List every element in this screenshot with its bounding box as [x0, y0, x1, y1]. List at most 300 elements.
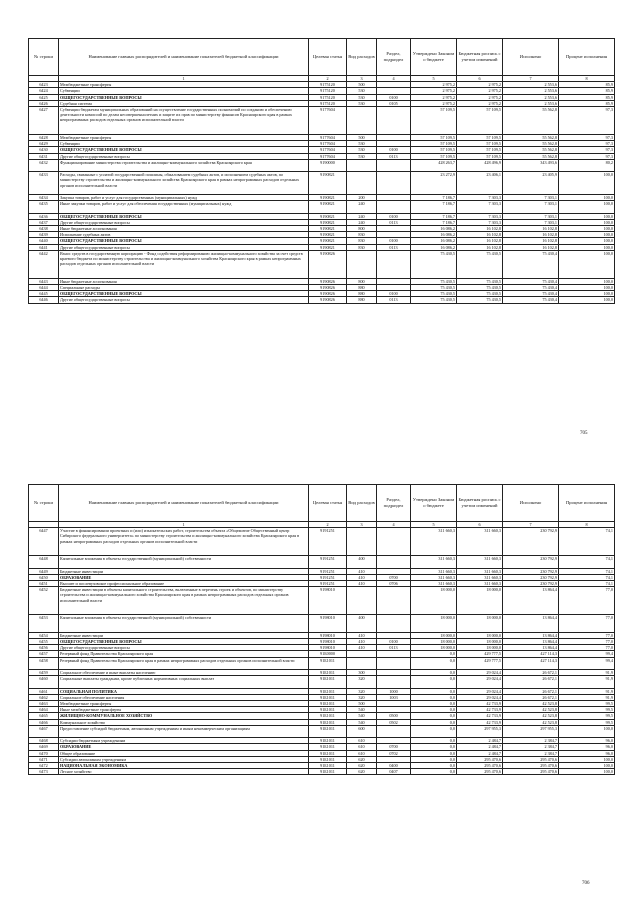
target-article: 9190000	[309, 159, 347, 171]
row-number: 6471	[29, 756, 59, 762]
execution-percent: 97,3	[559, 135, 615, 141]
execution-percent: 97,3	[559, 141, 615, 147]
executed-amount: 16 102,8	[503, 232, 559, 238]
target-article: 91Б1011	[309, 738, 347, 744]
target-article: 91Б1011	[309, 688, 347, 694]
execution-percent: 99,5	[559, 707, 615, 713]
budget-schedule-amount: 311 660,3	[457, 568, 503, 574]
approved-amount: 0,0	[411, 701, 457, 707]
approved-amount: 0,0	[411, 756, 457, 762]
approved-amount: 16 086,2	[411, 238, 457, 244]
executed-amount: 26 672,1	[503, 676, 559, 688]
execution-percent: 85,9	[559, 82, 615, 88]
section-code: 0500	[377, 713, 411, 719]
expense-type: 530	[347, 100, 377, 106]
section-code: 0100	[377, 291, 411, 297]
item-name: Межбюджетные трансферты	[59, 135, 309, 141]
executed-amount: 55 562,8	[503, 141, 559, 147]
approved-amount: 75 430,5	[411, 285, 457, 291]
col-header-section: Раздел, подраздел	[377, 485, 411, 522]
expense-type: 410	[347, 645, 377, 651]
budget-schedule-amount: 16 102,8	[457, 226, 503, 232]
item-name: Резервный фонд Правительства Красноярского края	[59, 651, 309, 657]
section-code: 0100	[377, 213, 411, 219]
target-article: 9190821	[309, 232, 347, 238]
row-number: 6457	[29, 651, 59, 657]
column-index: 8	[559, 76, 615, 82]
budget-schedule-amount: 2 975,2	[457, 82, 503, 88]
approved-amount: 57 109,5	[411, 141, 457, 147]
target-article: 9191251	[309, 574, 347, 580]
approved-amount: 75 430,5	[411, 250, 457, 278]
target-article: 9175120	[309, 88, 347, 94]
row-number: 6433	[29, 172, 59, 195]
expense-type: 610	[347, 750, 377, 756]
item-name: Межбюджетные трансферты	[59, 82, 309, 88]
item-name: Функционирование министерства строительства и жилищно-коммунального хозяйства Красноярского края	[59, 159, 309, 171]
execution-percent: 100,0	[559, 213, 615, 219]
executed-amount: 55 562,8	[503, 107, 559, 135]
executed-amount: 55 562,8	[503, 147, 559, 153]
table-row	[29, 107, 615, 135]
execution-percent: 99,5	[559, 701, 615, 707]
budget-schedule-amount: 57 109,5	[457, 135, 503, 141]
target-article: 91Б1011	[309, 763, 347, 769]
approved-amount: 0,0	[411, 713, 457, 719]
expense-type: 410	[347, 639, 377, 645]
approved-amount: 7 186,7	[411, 213, 457, 219]
execution-percent: 85,9	[559, 100, 615, 106]
expense-type: 530	[347, 94, 377, 100]
budget-schedule-amount: 42 733,9	[457, 713, 503, 719]
target-article: 9190821	[309, 213, 347, 219]
row-number: 6464	[29, 707, 59, 713]
expense-type: 410	[347, 568, 377, 574]
col-header-target-article: Целевая статья	[309, 39, 347, 76]
item-name: Иные бюджетные ассигнования	[59, 226, 309, 232]
item-name: Общее образование	[59, 750, 309, 756]
table-body	[29, 528, 615, 775]
executed-amount: 427 114,3	[503, 657, 559, 669]
target-article: 91Б0000	[309, 651, 347, 657]
item-name: Субвенции	[59, 141, 309, 147]
target-article: 9190826	[309, 291, 347, 297]
approved-amount: 311 660,3	[411, 574, 457, 580]
executed-amount: 230 792,9	[503, 556, 559, 568]
executed-amount: 2 553,6	[503, 88, 559, 94]
expense-type: 320	[347, 676, 377, 688]
executed-amount: 42 523,8	[503, 713, 559, 719]
row-number: 6442	[29, 250, 59, 278]
expense-type: 610	[347, 738, 377, 744]
budget-schedule-amount: 311 660,3	[457, 528, 503, 556]
section-code: 0100	[377, 238, 411, 244]
target-article: 91Б1011	[309, 707, 347, 713]
col-header-approved: Утверждено Законом о бюджете	[411, 39, 457, 76]
target-article: 91Б1011	[309, 719, 347, 725]
expense-type: 530	[347, 88, 377, 94]
execution-percent: 96,0	[559, 744, 615, 750]
execution-percent: 99,4	[559, 651, 615, 657]
approved-amount: 2 975,2	[411, 88, 457, 94]
execution-percent: 100,0	[559, 285, 615, 291]
expense-type: 620	[347, 756, 377, 762]
row-number: 6469	[29, 744, 59, 750]
executed-amount: 295 470,6	[503, 769, 559, 775]
execution-percent: 100,0	[559, 219, 615, 225]
row-number: 6428	[29, 135, 59, 141]
expense-type: 410	[347, 632, 377, 638]
executed-amount: 75 430,4	[503, 291, 559, 297]
approved-amount: 0,0	[411, 744, 457, 750]
row-number: 6446	[29, 297, 59, 303]
item-name: Иные бюджетные ассигнования	[59, 278, 309, 284]
col-header-percent: Процент исполнения	[559, 39, 615, 76]
table-header	[29, 39, 615, 76]
section-code	[377, 250, 411, 278]
target-article: 9191251	[309, 528, 347, 556]
execution-percent: 100,0	[559, 763, 615, 769]
execution-percent: 100,0	[559, 725, 615, 737]
table-row	[29, 159, 615, 171]
row-number: 6470	[29, 750, 59, 756]
approved-amount: 16 086,2	[411, 232, 457, 238]
section-code: 0113	[377, 297, 411, 303]
expense-type: 410	[347, 581, 377, 587]
approved-amount: 57 109,5	[411, 135, 457, 141]
budget-schedule-amount: 18 000,0	[457, 645, 503, 651]
execution-percent: 100,0	[559, 756, 615, 762]
executed-amount: 42 523,8	[503, 707, 559, 713]
row-number: 6472	[29, 763, 59, 769]
budget-schedule-amount: 29 024,4	[457, 688, 503, 694]
target-article: 91Б1011	[309, 725, 347, 737]
executed-amount: 42 523,8	[503, 701, 559, 707]
executed-amount: 2 553,6	[503, 94, 559, 100]
execution-percent: 97,3	[559, 153, 615, 159]
expense-type: 500	[347, 701, 377, 707]
approved-amount: 16 086,2	[411, 244, 457, 250]
budget-schedule-amount: 75 430,5	[457, 250, 503, 278]
executed-amount: 230 792,9	[503, 528, 559, 556]
execution-percent: 91,9	[559, 688, 615, 694]
row-number: 6452	[29, 587, 59, 615]
row-number: 6467	[29, 725, 59, 737]
item-name: Другие общегосударственные вопросы	[59, 153, 309, 159]
executed-amount: 75 430,4	[503, 278, 559, 284]
executed-amount: 7 303,1	[503, 201, 559, 213]
budget-schedule-amount: 16 102,8	[457, 244, 503, 250]
expense-type: 610	[347, 744, 377, 750]
budget-schedule-amount: 18 000,0	[457, 587, 503, 615]
executed-amount: 295 470,6	[503, 763, 559, 769]
col-header-executed: Исполнено	[503, 485, 559, 522]
col-header-executed: Исполнено	[503, 39, 559, 76]
table-row	[29, 769, 615, 775]
executed-amount: 26 672,1	[503, 670, 559, 676]
row-number: 6429	[29, 141, 59, 147]
execution-percent: 100,0	[559, 232, 615, 238]
target-article: 9175120	[309, 94, 347, 100]
budget-schedule-amount: 2 975,2	[457, 88, 503, 94]
executed-amount: 2 553,6	[503, 82, 559, 88]
section-code: 0407	[377, 769, 411, 775]
table-row	[29, 587, 615, 615]
item-name: Бюджетные инвестиции в объекты капитального строительства, включенные в перечень строек и объектов, по министерству строительства и жилищно-коммунального хозяйства Красноярского края в рамках непрограммных расходов отдельных органов исполнительной власти	[59, 587, 309, 615]
target-article: 91Б1011	[309, 676, 347, 688]
budget-schedule-amount: 295 470,6	[457, 763, 503, 769]
approved-amount: 2 975,2	[411, 100, 457, 106]
table-row	[29, 676, 615, 688]
section-code: 0100	[377, 94, 411, 100]
budget-schedule-amount: 23 406,1	[457, 172, 503, 195]
section-code: 1000	[377, 688, 411, 694]
approved-amount: 18 000,0	[411, 615, 457, 633]
section-code	[377, 172, 411, 195]
budget-schedule-amount: 311 660,3	[457, 581, 503, 587]
budget-schedule-amount: 42 733,9	[457, 701, 503, 707]
item-name: Социальное обеспечение населения	[59, 694, 309, 700]
item-name: Другие общегосударственные вопросы	[59, 297, 309, 303]
section-code: 0113	[377, 153, 411, 159]
budget-schedule-amount: 42 733,9	[457, 707, 503, 713]
item-name: СОЦИАЛЬНАЯ ПОЛИТИКА	[59, 688, 309, 694]
row-number: 6460	[29, 676, 59, 688]
approved-amount: 16 086,2	[411, 226, 457, 232]
col-header-section: Раздел, подраздел	[377, 39, 411, 76]
section-code: 0700	[377, 744, 411, 750]
approved-amount: 0,0	[411, 657, 457, 669]
executed-amount: 230 792,9	[503, 568, 559, 574]
column-index: 4	[377, 522, 411, 528]
section-code	[377, 528, 411, 556]
item-name: ОБРАЗОВАНИЕ	[59, 574, 309, 580]
execution-percent: 77,0	[559, 645, 615, 651]
budget-schedule-amount: 29 024,4	[457, 670, 503, 676]
row-number: 6449	[29, 568, 59, 574]
target-article: 91Б1011	[309, 756, 347, 762]
target-article: 9198010	[309, 645, 347, 651]
section-code: 0113	[377, 645, 411, 651]
col-header-expense-type: Вид расходов	[347, 39, 377, 76]
table-header	[29, 485, 615, 522]
row-number: 6456	[29, 645, 59, 651]
budget-schedule-amount: 75 430,5	[457, 285, 503, 291]
col-header-approved: Утверждено Законом о бюджете	[411, 485, 457, 522]
item-name: Участие в финансировании проектных и (или) изыскательских работ, строительства объекта «Общежитие Общественный центр Сибирского федерального университета» по министерству строительства и жилищно-коммунального хозяйства Красноярского края в рамках непрограммных расходов отдельных органов исполнительной власти	[59, 528, 309, 556]
row-number: 6463	[29, 701, 59, 707]
expense-type: 620	[347, 769, 377, 775]
target-article: 9190826	[309, 278, 347, 284]
expense-type: 540	[347, 719, 377, 725]
section-code	[377, 107, 411, 135]
row-number: 6439	[29, 232, 59, 238]
column-index: 8	[559, 522, 615, 528]
budget-schedule-amount: 18 000,0	[457, 615, 503, 633]
section-code	[377, 587, 411, 615]
executed-amount: 55 562,8	[503, 135, 559, 141]
target-article: 9190821	[309, 244, 347, 250]
executed-amount: 16 102,8	[503, 244, 559, 250]
executed-amount: 2 553,6	[503, 100, 559, 106]
approved-amount: 2 975,2	[411, 82, 457, 88]
executed-amount: 23 405,9	[503, 172, 559, 195]
budget-schedule-amount: 57 109,5	[457, 147, 503, 153]
item-name: Судебная система	[59, 100, 309, 106]
approved-amount: 2 975,2	[411, 94, 457, 100]
approved-amount: 18 000,0	[411, 645, 457, 651]
target-article: 9190821	[309, 219, 347, 225]
budget-schedule-amount: 75 430,5	[457, 297, 503, 303]
row-number: 6448	[29, 556, 59, 568]
item-name: Расходы, связанные с уплатой государственной пошлины, обжалованием судебных актов, и исполнением судебных актов, по министерству строительства и жилищно-коммунального хозяйства Красноярского края в рамках непрограммных расходов отдельных органов исполнительной власти	[59, 172, 309, 195]
execution-percent: 100,0	[559, 244, 615, 250]
section-code: 0700	[377, 574, 411, 580]
table-row	[29, 528, 615, 556]
target-article: 9177604	[309, 153, 347, 159]
executed-amount: 13 864,4	[503, 639, 559, 645]
section-code	[377, 201, 411, 213]
target-article: 9175120	[309, 100, 347, 106]
item-name: ОБЩЕГОСУДАРСТВЕННЫЕ ВОПРОСЫ	[59, 94, 309, 100]
table-row	[29, 201, 615, 213]
item-name: ОБЩЕГОСУДАРСТВЕННЫЕ ВОПРОСЫ	[59, 291, 309, 297]
item-name: Предоставление субсидий бюджетным, автономным учреждениям и иным некоммерческим организациям	[59, 725, 309, 737]
expense-type: 800	[347, 278, 377, 284]
column-index: 3	[347, 76, 377, 82]
table-row	[29, 172, 615, 195]
expense-type: 830	[347, 244, 377, 250]
column-index: 6	[457, 76, 503, 82]
executed-amount: 297 955,3	[503, 725, 559, 737]
row-number: 6459	[29, 670, 59, 676]
approved-amount: 75 430,5	[411, 291, 457, 297]
budget-schedule-amount: 7 303,3	[457, 201, 503, 213]
item-name: Другие общегосударственные вопросы	[59, 645, 309, 651]
approved-amount: 18 000,0	[411, 587, 457, 615]
expense-type: 410	[347, 574, 377, 580]
target-article: 9190826	[309, 250, 347, 278]
target-article: 9177604	[309, 135, 347, 141]
item-name: Иные закупки товаров, работ и услуг для обеспечения государственных (муниципальных) нужд	[59, 201, 309, 213]
section-code: 0113	[377, 219, 411, 225]
item-name: Капитальные вложения в объекты государственной (муниципальной) собственности	[59, 615, 309, 633]
executed-amount: 230 792,9	[503, 581, 559, 587]
item-name: Межбюджетные трансферты	[59, 701, 309, 707]
executed-amount: 75 430,4	[503, 285, 559, 291]
expense-type: 600	[347, 725, 377, 737]
budget-schedule-amount: 2 975,2	[457, 100, 503, 106]
approved-amount: 0,0	[411, 725, 457, 737]
row-number: 6432	[29, 159, 59, 171]
target-article: 9177604	[309, 141, 347, 147]
item-name: Лесное хозяйство	[59, 769, 309, 775]
expense-type: 880	[347, 285, 377, 291]
budget-schedule-amount: 29 024,4	[457, 694, 503, 700]
target-article: 9198010	[309, 615, 347, 633]
table-row	[29, 725, 615, 737]
col-header-row-number: № строки	[29, 485, 59, 522]
target-article: 9190821	[309, 201, 347, 213]
row-number: 6473	[29, 769, 59, 775]
item-name: Коммунальное хозяйство	[59, 719, 309, 725]
row-number: 6461	[29, 688, 59, 694]
approved-amount: 0,0	[411, 769, 457, 775]
item-name: Субсидии бюджетным учреждениям	[59, 738, 309, 744]
budget-schedule-amount: 428 496,9	[457, 159, 503, 171]
executed-amount: 13 864,4	[503, 645, 559, 651]
execution-percent: 74,1	[559, 556, 615, 568]
executed-amount: 7 303,1	[503, 219, 559, 225]
target-article: 91Б1011	[309, 750, 347, 756]
target-article: 9190826	[309, 285, 347, 291]
expense-type: 400	[347, 556, 377, 568]
row-number: 6453	[29, 615, 59, 633]
expense-type	[347, 172, 377, 195]
executed-amount: 75 430,4	[503, 250, 559, 278]
execution-percent: 97,3	[559, 107, 615, 135]
item-name: ОБЩЕГОСУДАРСТВЕННЫЕ ВОПРОСЫ	[59, 238, 309, 244]
column-index: 2	[309, 522, 347, 528]
approved-amount: 75 430,5	[411, 297, 457, 303]
execution-percent: 99,4	[559, 657, 615, 669]
column-index: 5	[411, 76, 457, 82]
table-row	[29, 556, 615, 568]
execution-percent: 96,0	[559, 738, 615, 744]
budget-schedule-amount: 311 660,3	[457, 556, 503, 568]
approved-amount: 0,0	[411, 707, 457, 713]
approved-amount: 0,0	[411, 750, 457, 756]
approved-amount: 0,0	[411, 670, 457, 676]
execution-percent: 96,0	[559, 750, 615, 756]
budget-schedule-amount: 2 484,7	[457, 750, 503, 756]
target-article: 91Б1011	[309, 713, 347, 719]
item-name: ОБРАЗОВАНИЕ	[59, 744, 309, 750]
budget-schedule-amount: 7 303,3	[457, 219, 503, 225]
section-code	[377, 159, 411, 171]
item-name: Субвенции бюджетам муниципальных образований на осуществление государственных полномочий по созданию и обеспечению деятельности комиссий по делам несовершеннолетних и защите их прав по министерству финансов Красноярского края в рамках непрограммных расходов отдельных органов исполнительной власти	[59, 107, 309, 135]
item-name: ОБЩЕГОСУДАРСТВЕННЫЕ ВОПРОСЫ	[59, 213, 309, 219]
target-article: 9198010	[309, 587, 347, 615]
item-name: ОБЩЕГОСУДАРСТВЕННЫЕ ВОПРОСЫ	[59, 147, 309, 153]
row-number: 6443	[29, 278, 59, 284]
execution-percent: 77,0	[559, 632, 615, 638]
item-name: Взнос средств в государственную корпорацию - Фонд содействия реформированию жилищно-коммунального хозяйства за счет средств краевого бюджета по министерству строительства и жилищно-коммунального хозяйства Красноярского края в рамках непрограммных расходов отдельных органов исполнительной власти	[59, 250, 309, 278]
item-name: Высшее и послевузовское профессиональное образование	[59, 581, 309, 587]
expense-type: 530	[347, 153, 377, 159]
target-article: 9198010	[309, 632, 347, 638]
execution-percent: 100,0	[559, 769, 615, 775]
target-article: 9190826	[309, 297, 347, 303]
executed-amount: 16 102,8	[503, 226, 559, 232]
section-code	[377, 556, 411, 568]
row-number: 6425	[29, 94, 59, 100]
item-name: Другие общегосударственные вопросы	[59, 219, 309, 225]
approved-amount: 311 660,3	[411, 581, 457, 587]
budget-schedule-amount: 75 430,5	[457, 278, 503, 284]
target-article: 9190821	[309, 172, 347, 195]
column-index: 7	[503, 76, 559, 82]
item-name: НАЦИОНАЛЬНАЯ ЭКОНОМИКА	[59, 763, 309, 769]
execution-percent: 85,9	[559, 88, 615, 94]
table-row	[29, 657, 615, 669]
execution-percent: 100,0	[559, 226, 615, 232]
executed-amount: 7 303,1	[503, 195, 559, 201]
approved-amount: 23 272,9	[411, 172, 457, 195]
item-name: Социальные выплаты гражданам, кроме публичных нормативных социальных выплат	[59, 676, 309, 688]
column-index: 7	[503, 522, 559, 528]
budget-schedule-amount: 7 303,3	[457, 195, 503, 201]
